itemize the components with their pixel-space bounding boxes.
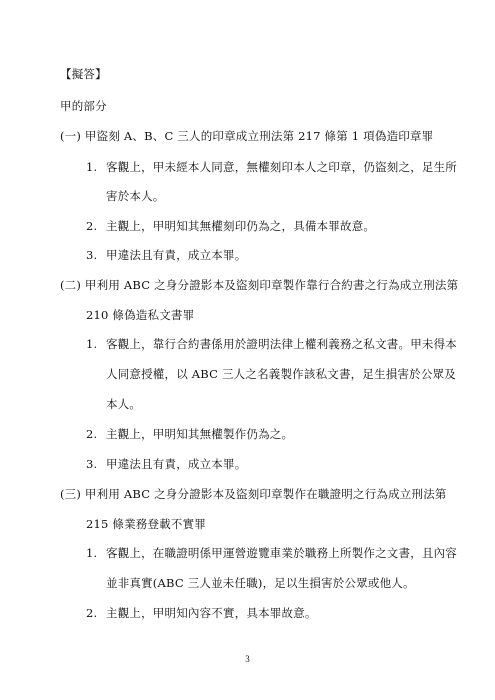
section-3-title-line-1: (三) 甲利用 ABC 之身分證影本及盜刻印章製作在職證明之行為成立刑法第	[60, 487, 447, 501]
section-1-item-1-line-2: 害於本人。	[106, 189, 165, 203]
section-2-title-line-2: 210 條偽造私文書罪	[86, 308, 195, 322]
section-3-title-line-2: 215 條業務登載不實罪	[86, 517, 207, 531]
section-2-item-1-line-3: 本人。	[106, 397, 142, 411]
section-1-item-3-number: 3.	[86, 248, 98, 262]
section-2-title-line-1: (二) 甲利用 ABC 之身分證影本及盜刻印章製作靠行合約書之行為成立刑法第	[60, 278, 459, 292]
section-2-item-1-number: 1.	[86, 337, 98, 351]
section-2-item-2-line-1: 主觀上，甲明知其無權製作仍為之。	[106, 427, 294, 441]
section-2-item-2-number: 2.	[86, 427, 98, 441]
section-3-item-1-line-1: 客觀上，在職證明係甲運營遊覽車業於職務上所製作之文書，且內容	[106, 546, 457, 560]
section-1-item-3-line-1: 甲違法且有責，成立本罪。	[106, 248, 247, 262]
page-number: 3	[245, 654, 250, 664]
section-3-item-2-number: 2.	[86, 606, 98, 620]
section-1-title: (一) 甲盜刻 A、B、C 三人的印章成立刑法第 217 條第 1 項偽造印章罪	[60, 129, 434, 143]
section-1-item-2-number: 2.	[86, 219, 98, 233]
answer-heading: 【擬答】	[60, 67, 107, 81]
section-3-item-2-line-1: 主觀上，甲明知內容不實，具本罪故意。	[106, 606, 317, 620]
section-3-item-1-line-2: 並非真實(ABC 三人並未任職)，足以生損害於公眾或他人。	[106, 576, 415, 590]
section-2-item-3-line-1: 甲違法且有責，成立本罪。	[106, 457, 247, 471]
section-1-item-1-line-1: 客觀上，甲未經本人同意，無權刻印本人之印章，仍盜刻之，足生所	[106, 160, 457, 174]
section-subheading: 甲的部分	[60, 99, 107, 113]
section-2-item-3-number: 3.	[86, 457, 98, 471]
section-1-item-2-line-1: 主觀上，甲明知其無權刻印仍為之，具備本罪故意。	[106, 219, 376, 233]
section-1-item-1-number: 1.	[86, 160, 98, 174]
section-2-item-1-line-1: 客觀上，靠行合約書係用於證明法律上權利義務之私文書。甲未得本	[106, 337, 457, 351]
section-2-item-1-line-2: 人同意授權，以 ABC 三人之名義製作該私文書，足生損害於公眾及	[106, 367, 456, 381]
section-3-item-1-number: 1.	[86, 546, 98, 560]
